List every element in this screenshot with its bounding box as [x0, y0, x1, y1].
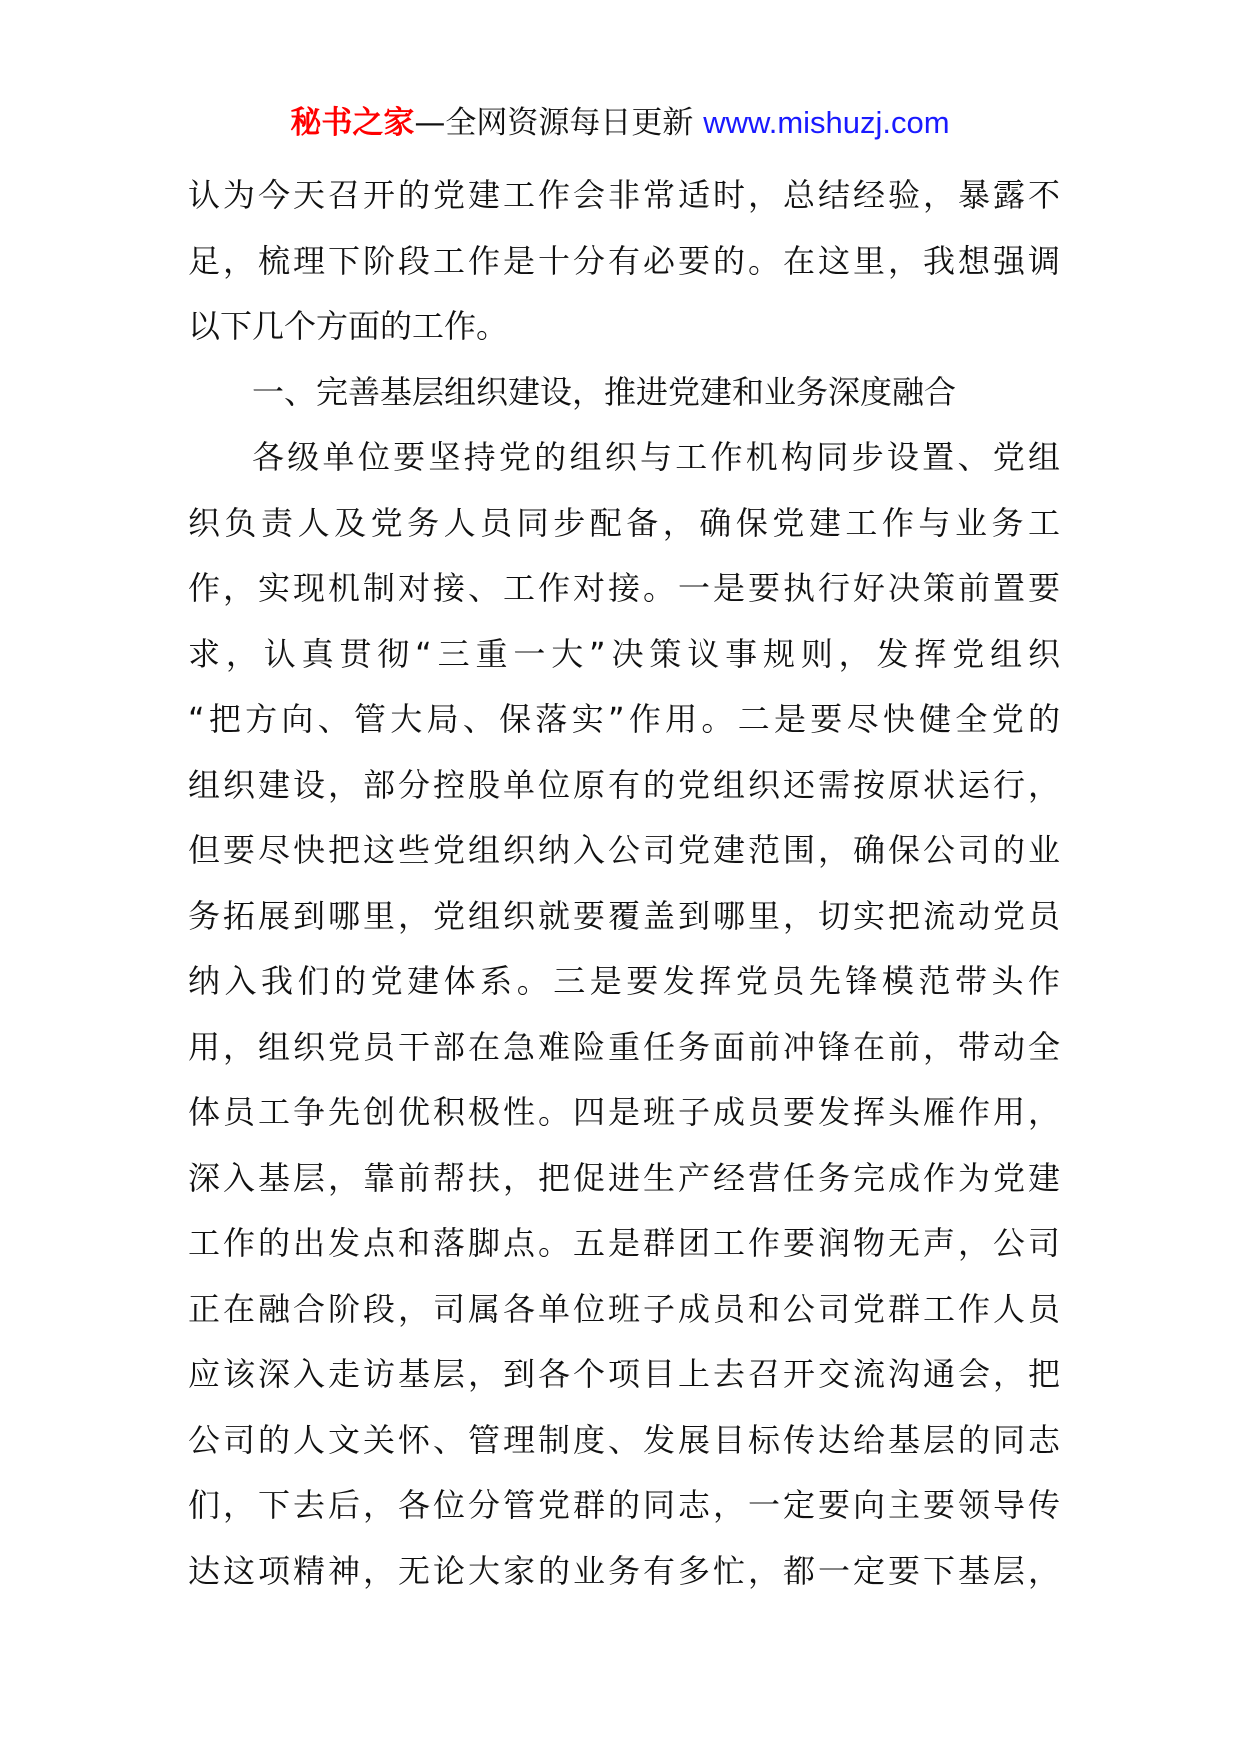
text-line: 作，实现机制对接、工作对接。一是要执行好决策前置要 [188, 569, 1060, 607]
text-line: “把方向、管大局、保落实”作用。二是要尽快健全党的 [188, 700, 1060, 738]
text-line: 组织建设，部分控股单位原有的党组织还需按原状运行， [188, 765, 1060, 804]
text-line: 应该深入走访基层，到各个项目上去召开交流沟通会，把 [188, 1355, 1060, 1393]
document-body [188, 163, 1060, 1604]
brand-name: 秘书之家 [290, 105, 415, 141]
text-line: 求，认真贯彻“三重一大”决策议事规则，发挥党组织 [188, 634, 1060, 673]
text-line: 达这项精神，无论大家的业务有多忙，都一定要下基层， [188, 1551, 1060, 1590]
site-url-link[interactable]: www.mishuzj.com [703, 105, 950, 140]
text-line: 纳入我们的党建体系。三是要发挥党员先锋模范带头作 [188, 962, 1060, 1000]
site-banner [0, 101, 1240, 145]
section-heading: 一、完善基层组织建设，推进党建和业务深度融合 [252, 372, 957, 411]
text-line: 工作的出发点和落脚点。五是群团工作要润物无声，公司 [188, 1224, 1060, 1262]
text-line: 各级单位要坚持党的组织与工作机构同步设置、党组 [252, 438, 1060, 476]
text-line: 深入基层，靠前帮扶，把促进生产经营任务完成作为党建 [188, 1158, 1060, 1197]
text-line: 用，组织党员干部在急难险重任务面前冲锋在前，带动全 [188, 1027, 1060, 1066]
banner-slogan: —全网资源每日更新 [414, 105, 694, 141]
text-line: 认为今天召开的党建工作会非常适时，总结经验，暴露不 [188, 176, 1060, 214]
text-line: 足，梳理下阶段工作是十分有必要的。在这里，我想强调 [188, 241, 1060, 280]
text-line: 织负责人及党务人员同步配备，确保党建工作与业务工 [188, 503, 1060, 542]
text-line: 正在融合阶段，司属各单位班子成员和公司党群工作人员 [188, 1289, 1060, 1328]
text-line: 们，下去后，各位分管党群的同志，一定要向主要领导传 [188, 1486, 1060, 1524]
text-line: 公司的人文关怀、管理制度、发展目标传达给基层的同志 [188, 1420, 1060, 1459]
text-line: 务拓展到哪里，党组织就要覆盖到哪里，切实把流动党员 [188, 896, 1060, 935]
text-line: 体员工争先创优积极性。四是班子成员要发挥头雁作用， [188, 1093, 1060, 1131]
text-line: 以下几个方面的工作。 [188, 307, 509, 345]
text-line: 但要尽快把这些党组织纳入公司党建范围，确保公司的业 [188, 831, 1060, 869]
